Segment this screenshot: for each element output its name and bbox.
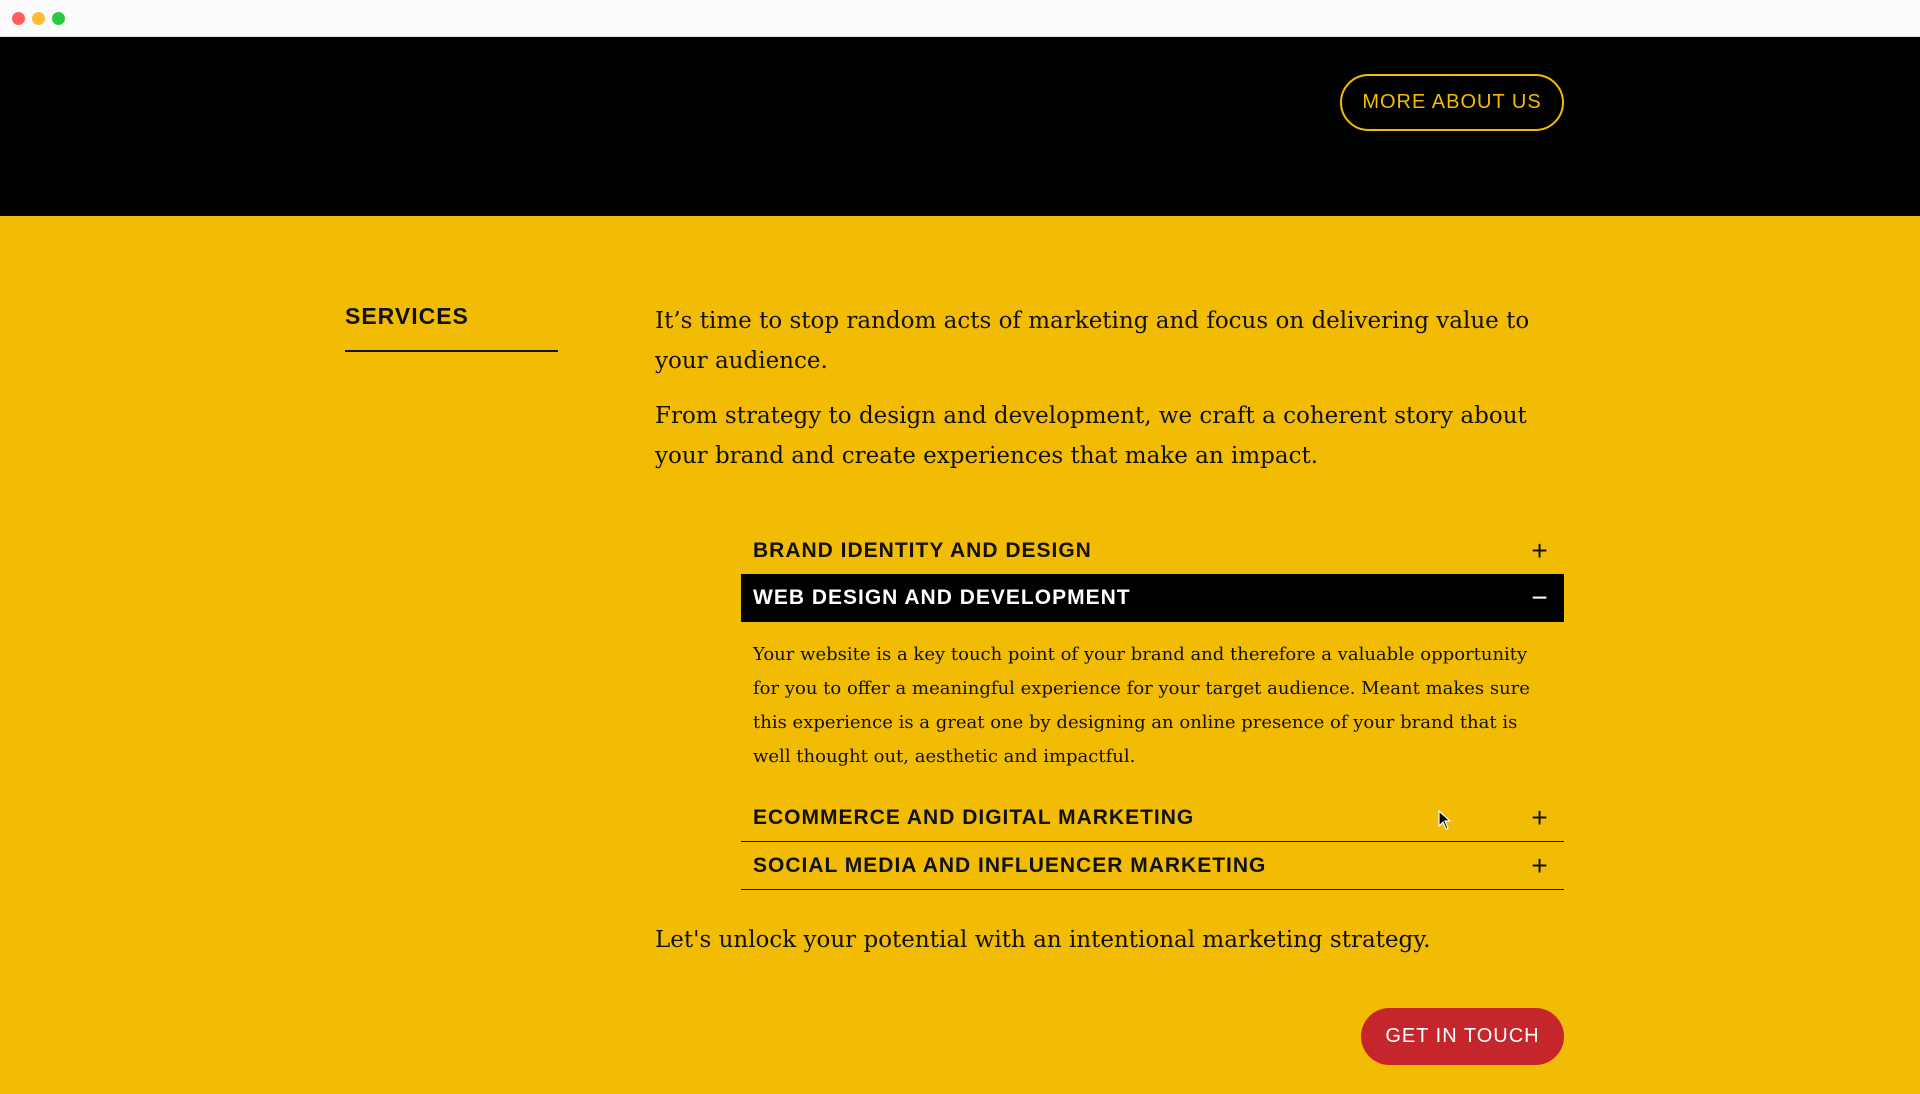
services-title-underline (345, 350, 558, 352)
accordion-item-label: SOCIAL MEDIA AND INFLUENCER MARKETING (753, 853, 1267, 877)
intro-paragraph-1: It’s time to stop random acts of marketing and focus on delivering value to your audience. (655, 308, 1530, 374)
accordion-item-label: WEB DESIGN AND DEVELOPMENT (753, 586, 1131, 609)
maximize-window-icon[interactable] (52, 12, 65, 25)
accordion-item-web-design[interactable] (741, 574, 1564, 622)
get-in-touch-button[interactable]: GET IN TOUCH (1361, 1008, 1564, 1065)
close-window-icon[interactable] (12, 12, 25, 25)
plus-icon[interactable]: + (1531, 849, 1549, 881)
services-section (0, 216, 1920, 1094)
accordion-item-social-media[interactable] (741, 842, 1564, 890)
accordion-item-label: ECOMMERCE AND DIGITAL MARKETING (753, 805, 1195, 829)
closing-statement: Let's unlock your potential with an intentional marketing strategy. (655, 927, 1431, 953)
accordion-item-label: BRAND IDENTITY AND DESIGN (753, 539, 1092, 562)
hero-section (0, 37, 1920, 216)
minus-icon[interactable]: − (1531, 582, 1549, 613)
services-accordion (741, 528, 1564, 890)
accordion-panel-web-design: Your website is a key touch point of your brand and therefore a valuable opportunity for you to offer a meaningful experience for your target audience. Meant makes sure this experience is a great one by designing an online presence of your brand that is well thought out, aesthetic and impactful. (753, 644, 1530, 767)
plus-icon[interactable]: + (1531, 801, 1549, 833)
mouse-cursor-icon (1438, 810, 1452, 830)
minimize-window-icon[interactable] (32, 12, 45, 25)
more-about-us-button[interactable]: MORE ABOUT US (1340, 74, 1564, 131)
plus-icon[interactable]: + (1531, 535, 1549, 566)
intro-paragraph-2: From strategy to design and development, we craft a coherent story about your brand and create experiences that make an impact. (655, 403, 1527, 469)
accordion-item-brand-identity[interactable] (741, 528, 1564, 574)
services-title: SERVICES (345, 303, 469, 329)
browser-chrome (0, 0, 1920, 37)
